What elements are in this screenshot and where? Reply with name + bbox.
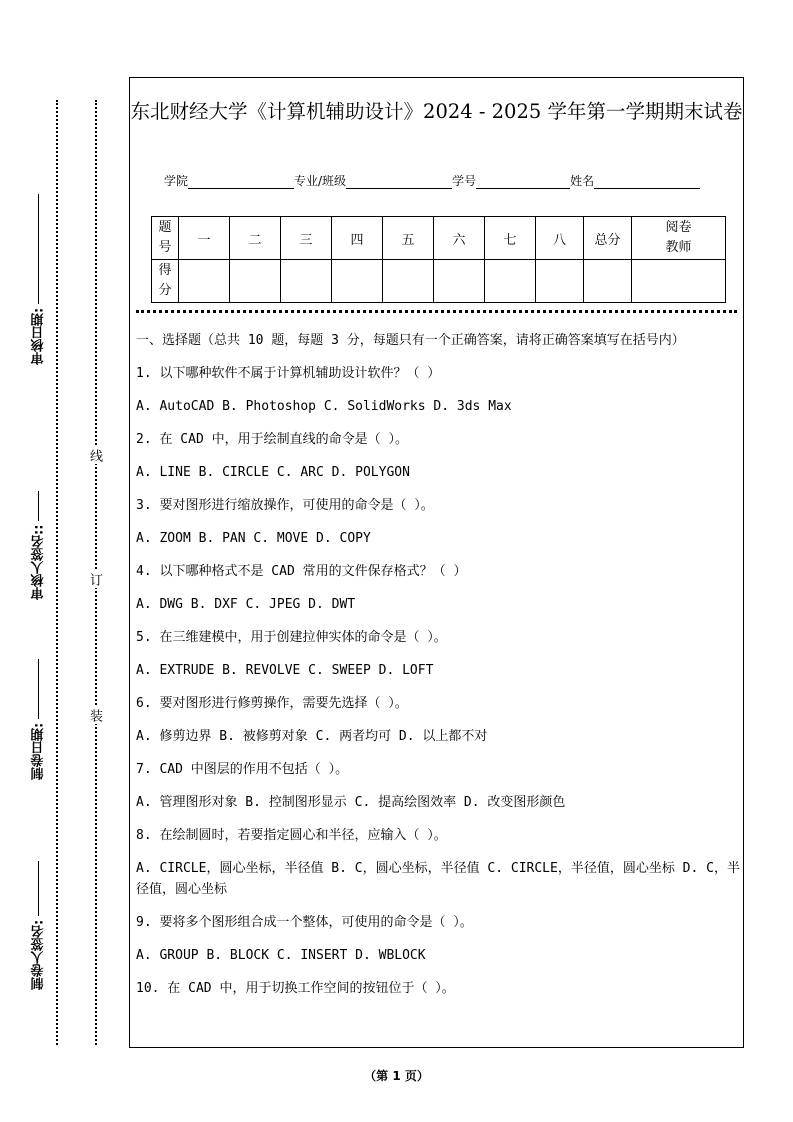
college-label: 学院 (164, 174, 189, 188)
question-options: A. DWG B. DXF C. JPEG D. DWT (136, 597, 356, 612)
score-cell[interactable] (281, 260, 332, 303)
question-options: A. CIRCLE，圆心坐标，半径值 B. C，圆心坐标，半径值 C. CIRCLE，半径值，圆心坐标 D. C，半径值，圆心坐标 (136, 861, 740, 897)
name-blank[interactable] (594, 174, 700, 189)
student-id-label: 学号 (452, 174, 477, 188)
question-section (136, 330, 740, 999)
question-text: 6. 要对图形进行修剪操作，需要先选择（ ）。 (136, 696, 408, 711)
score-table-score-row (152, 260, 726, 303)
name-label: 姓名 (570, 174, 595, 188)
question-options: A. GROUP B. BLOCK C. INSERT D. WBLOCK (136, 948, 426, 963)
exam-title: 东北财经大学《计算机辅助设计》2024 - 2025 学年第一学期期末试卷 (130, 100, 743, 123)
question-text: 7. CAD 中图层的作用不包括（ ）。 (136, 762, 349, 777)
score-table (151, 216, 726, 303)
question-text: 2. 在 CAD 中，用于绘制直线的命令是（ ）。 (136, 432, 408, 447)
review-date-blank[interactable] (39, 194, 40, 304)
cut-mark-line: 线 (87, 449, 102, 462)
question-text: 1. 以下哪种软件不属于计算机辅助设计软件？（ ） (136, 366, 441, 381)
page-footer: （第 1 页） (364, 1069, 429, 1083)
major-class-label: 专业/班级 (294, 174, 347, 188)
review-date-text: 审核日期: (31, 307, 47, 365)
college-blank[interactable] (188, 174, 294, 189)
score-cell-total[interactable] (584, 260, 632, 303)
exam-frame (129, 77, 744, 1048)
reviewer-signature-label (22, 460, 56, 600)
reviewer-signature-text: 审核人签名:: (31, 524, 47, 600)
column-header: 五 (383, 217, 434, 260)
question-number-label: 题 号 (152, 217, 179, 260)
compiler-signature-label (22, 855, 56, 990)
compile-date-text: 制卷日期: (31, 722, 47, 780)
question-options: A. AutoCAD B. Photoshop C. SolidWorks D. 3ds Max (136, 399, 512, 414)
reviewer-header: 阅卷 教师 (632, 217, 726, 260)
score-cell[interactable] (434, 260, 485, 303)
score-cell[interactable] (536, 260, 584, 303)
column-header: 八 (536, 217, 584, 260)
question-options: A. EXTRUDE B. REVOLVE C. SWEEP D. LOFT (136, 663, 434, 678)
column-header: 二 (230, 217, 281, 260)
score-cell[interactable] (383, 260, 434, 303)
student-info-row (164, 172, 724, 189)
column-header: 三 (281, 217, 332, 260)
question-options: A. ZOOM B. PAN C. MOVE D. COPY (136, 531, 371, 546)
compiler-signature-blank[interactable] (39, 861, 40, 916)
question-text: 10. 在 CAD 中，用于切换工作空间的按钮位于（ ）。 (136, 981, 455, 996)
question-options: A. 管理图形对象 B. 控制图形显示 C. 提高绘图效率 D. 改变图形颜色 (136, 795, 566, 810)
question-text: 9. 要将多个图形组合成一个整体，可使用的命令是（ ）。 (136, 915, 473, 930)
question-options: A. LINE B. CIRCLE C. ARC D. POLYGON (136, 465, 410, 480)
score-cell[interactable] (230, 260, 281, 303)
dotted-separator (136, 310, 737, 313)
binding-dotted-line-outer (56, 100, 58, 1045)
cut-mark-bind: 订 (87, 573, 102, 586)
score-table-header-row (152, 217, 726, 260)
column-header: 一 (179, 217, 230, 260)
score-cell[interactable] (179, 260, 230, 303)
question-text: 8. 在绘制圆时，若要指定圆心和半径，应输入（ ）。 (136, 828, 447, 843)
column-header: 四 (332, 217, 383, 260)
column-header: 六 (434, 217, 485, 260)
reviewer-signature-blank[interactable] (39, 491, 40, 521)
question-text: 3. 要对图形进行缩放操作，可使用的命令是（ ）。 (136, 498, 434, 513)
major-class-blank[interactable] (346, 174, 452, 189)
reviewer-cell[interactable] (632, 260, 726, 303)
question-text: 5. 在三维建模中，用于创建拉伸实体的命令是（ ）。 (136, 630, 447, 645)
compile-date-label (22, 650, 56, 780)
question-text: 4. 以下哪种格式不是 CAD 常用的文件保存格式？（ ） (136, 564, 467, 579)
column-header: 七 (485, 217, 536, 260)
score-label: 得 分 (152, 260, 179, 303)
compile-date-blank[interactable] (39, 659, 40, 719)
score-cell[interactable] (485, 260, 536, 303)
cut-mark-staple: 装 (87, 709, 102, 722)
binding-margin (0, 0, 128, 1122)
score-cell[interactable] (332, 260, 383, 303)
column-header-total: 总分 (584, 217, 632, 260)
student-id-blank[interactable] (476, 174, 570, 189)
section-heading: 一、选择题（总共 10 题，每题 3 分，每题只有一个正确答案，请将正确答案填写在括号内） (136, 333, 685, 348)
compiler-signature-text: 制卷人签名: (31, 919, 47, 990)
review-date-label (22, 155, 56, 365)
question-options: A. 修剪边界 B. 被修剪对象 C. 两者均可 D. 以上都不对 (136, 729, 488, 744)
